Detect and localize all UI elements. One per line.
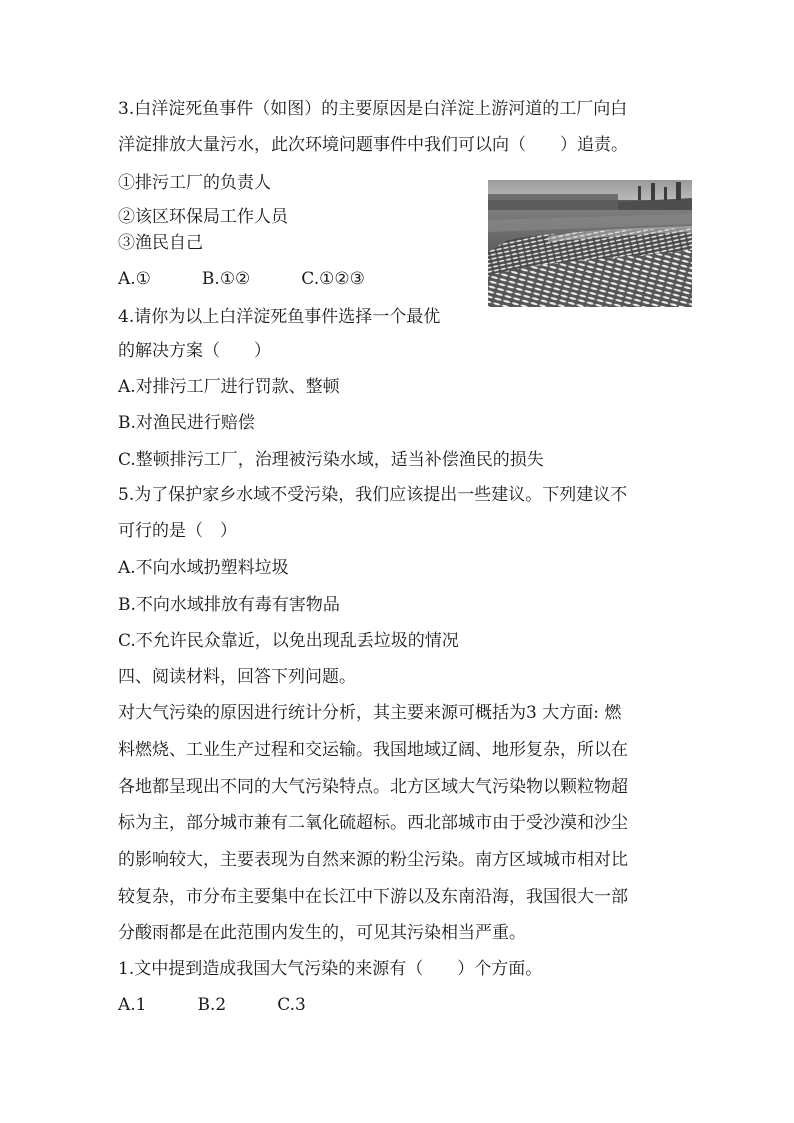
passage-line: 料燃烧、工业生产过程和交运输。我国地域辽阔、地形复杂，所以在: [118, 740, 628, 760]
passage-line: 较复杂，市分布主要集中在长江中下游以及东南沿海，我国很大一部: [118, 887, 628, 907]
q3-item2: ②该区环保局工作人员: [118, 207, 288, 227]
section-four-heading: 四、阅读材料，回答下列问题。: [118, 667, 356, 687]
passage-line: 对大气污染的原因进行统计分析，其主要来源可概括为3 大方面: 燃: [118, 703, 622, 723]
q5-stem-line2: 可行的是（ ）: [118, 521, 237, 541]
q5-stem-line1: 5.为了保护家乡水域不受污染，我们应该提出一些建议。下列建议不: [118, 485, 628, 505]
q4-stem-line2: 的解决方案（ ）: [118, 341, 271, 361]
dead-fish-lake-photo: [488, 180, 692, 307]
q5-option-c: C.不允许民众靠近，以免出现乱丢垃圾的情况: [118, 631, 459, 651]
q5-option-a: A.不向水域扔塑料垃圾: [118, 558, 289, 578]
q4-option-a: A.对排污工厂进行罚款、整顿: [118, 377, 340, 397]
passage-line: 的影响较大，主要表现为自然来源的粉尘污染。南方区域城市相对比: [118, 850, 628, 870]
q4-option-c: C.整顿排污工厂，治理被污染水域，适当补偿渔民的损失: [118, 450, 544, 470]
section-four-q1-options: A.1 B.2 C.3: [118, 995, 306, 1015]
section-four-q1-stem: 1.文中提到造成我国大气污染的来源有（ ）个方面。: [118, 959, 543, 979]
q3-item1: ①排污工厂的负责人: [118, 173, 271, 193]
passage-line: 分酸雨都是在此范围内发生的，可见其污染相当严重。: [118, 923, 526, 943]
q4-option-b: B.对渔民进行赔偿: [118, 413, 255, 433]
q3-stem-line1: 3.白洋淀死鱼事件（如图）的主要原因是白洋淀上游河道的工厂向白: [118, 99, 628, 119]
q5-option-b: B.不向水域排放有毒有害物品: [118, 595, 340, 615]
q3-stem-line2: 洋淀排放大量污水，此次环境问题事件中我们可以向（ ）追责。: [118, 135, 628, 155]
passage-line: 标为主，部分城市兼有二氧化硫超标。西北部城市由于受沙漠和沙尘: [118, 813, 628, 833]
passage-line: 各地都呈现出不同的大气污染特点。北方区域大气污染物以颗粒物超: [118, 777, 628, 797]
q4-stem-line1: 4.请你为以上白洋淀死鱼事件选择一个最优: [118, 307, 441, 327]
q3-options: A.① B.①② C.①②③: [118, 269, 365, 289]
q3-item3: ③渔民自己: [118, 233, 203, 253]
